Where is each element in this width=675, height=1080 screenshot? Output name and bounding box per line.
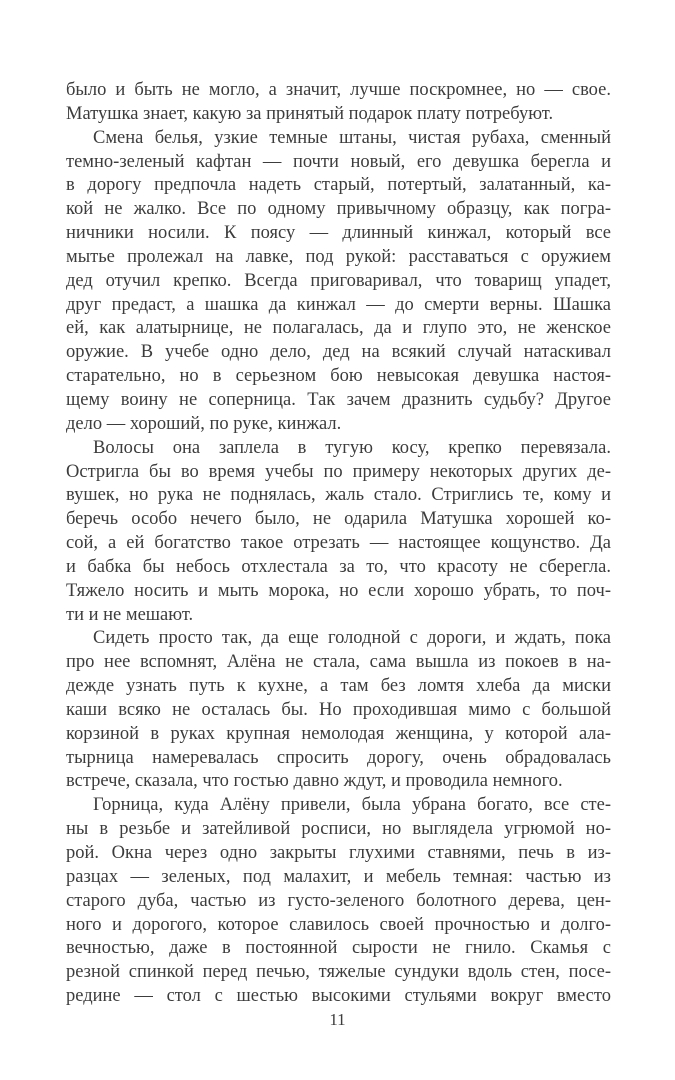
page-text (66, 79, 611, 1009)
text-line: в дорогу предпочла надеть старый, потертый, залатанный, ка- (66, 175, 611, 196)
text-line: ей, как алатырнице, не полагалась, да и глупо это, не женское (66, 318, 611, 339)
text-line: дед отучил крепко. Всегда приговаривал, что товарищ упадет, (66, 270, 611, 291)
text-line: встрече, сказала, что гостью давно ждут, и проводила немного. (66, 771, 563, 792)
text-line: Остригла бы во время учебы по примеру некоторых других де- (66, 461, 611, 482)
text-line: друг предаст, а шашка да кинжал — до смерти верны. Шашка (66, 294, 611, 315)
text-line: ти и не мешают. (66, 604, 194, 625)
text-line: вушек, но рука не поднялась, жаль стало. Стриглись те, кому и (66, 485, 611, 506)
text-line: Сидеть просто так, да еще голодной с дороги, и ждать, пока (93, 628, 611, 649)
text-line: ны в резьбе и затейливой росписи, но выглядела угрюмой но- (66, 819, 611, 840)
text-line: дело — хороший, по руке, кинжал. (66, 413, 342, 434)
text-line: ного и дорогого, которое славилось своей прочностью и долго- (66, 914, 611, 935)
text-line: рой. Окна через одно закрыты глухими ставнями, печь в из- (66, 843, 611, 863)
text-line: тырница намеревалась спросить дорогу, очень обрадовалась (66, 747, 611, 768)
text-line: темно-зеленый кафтан — почти новый, его девушка берегла и (66, 151, 611, 172)
text-line: вечностью, даже в постоянной сырости не гнило. Скамья с (66, 938, 611, 959)
text-line: щему воину не соперница. Так зачем дразнить судьбу? Другое (66, 389, 611, 410)
text-line: сой, а ей богатство такое отрезать — настоящее кощунство. Да (66, 533, 611, 554)
text-line: Волосы она заплела в тугую косу, крепко перевязала. (93, 437, 611, 458)
text-line: старого дуба, частью из густо-зеленого болотного дерева, цен- (66, 890, 611, 911)
text-line: оружие. В учебе одно дело, дед на всякий случай натаскивал (66, 342, 611, 363)
text-line: старательно, но в серьезном бою невысокая девушка настоя- (66, 366, 611, 387)
text-line: и бабка бы небось отхлестала за то, что красоту не сберегла. (66, 556, 611, 577)
text-line: Смена белья, узкие темные штаны, чистая рубаха, сменный (93, 127, 611, 148)
text-line: Матушка знает, какую за принятый подарок плату потребуют. (66, 103, 554, 124)
text-line: дежде узнать путь к кухне, а там без ломтя хлеба да миски (66, 676, 611, 697)
text-line: ничники носили. К поясу — длинный кинжал, который все (66, 223, 611, 244)
text-line: было и быть не могло, а значит, лучше поскромнее, но — свое. (66, 80, 611, 100)
text-line: резной спинкой перед печью, тяжелые сундуки вдоль стен, посе- (66, 962, 611, 983)
text-line: кой не жалко. Все по одному привычному образцу, как погра- (66, 199, 611, 220)
text-line: Тяжело носить и мыть морока, но если хорошо убрать, то поч- (66, 580, 611, 601)
text-line: беречь особо нечего было, не одарила Матушка хорошей ко- (66, 509, 611, 530)
text-line: про нее вспомнят, Алёна не стала, сама вышла из покоев в на- (66, 652, 611, 673)
text-line: Горница, куда Алёну привели, была убрана богато, все сте- (93, 795, 611, 816)
page-number: 11 (329, 1010, 346, 1029)
text-line: редине — стол с шестью высокими стульями вокруг вместо (66, 986, 611, 1007)
text-line: разцах — зеленых, под малахит, и мебель темная: частью из (66, 866, 611, 887)
text-line: каши всяко не осталась бы. Но проходившая мимо с большой (66, 699, 611, 720)
text-line: корзиной в руках крупная немолодая женщина, у которой ала- (66, 723, 611, 744)
text-line: мытье пролежал на лавке, под рукой: расставаться с оружием (66, 246, 611, 267)
